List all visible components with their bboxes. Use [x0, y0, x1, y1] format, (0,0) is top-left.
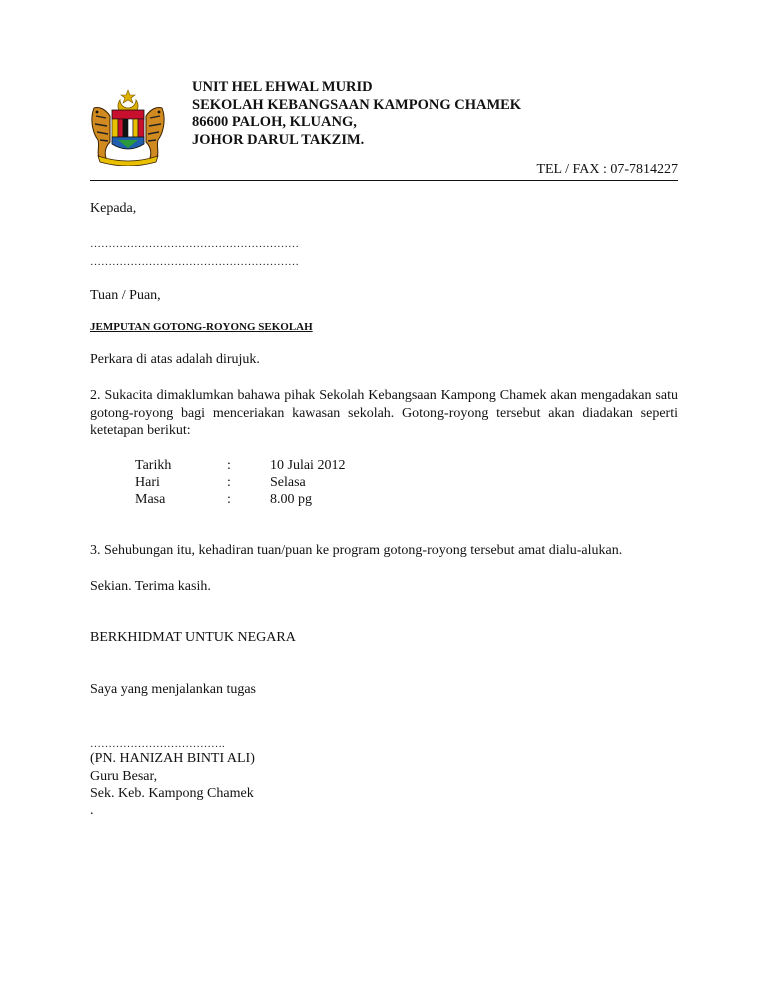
signature-line: ………………………………. [90, 738, 225, 750]
signatory-position: Guru Besar, [90, 769, 158, 784]
to-label: Kepada, [90, 201, 137, 216]
header-divider [90, 180, 678, 181]
malaysia-coat-of-arms-icon [88, 88, 168, 166]
letterhead [192, 79, 521, 149]
subject: JEMPUTAN GOTONG-ROYONG SEKOLAH [90, 321, 313, 333]
salutation: Tuan / Puan, [90, 288, 161, 303]
reference-line: Perkara di atas adalah dirujuk. [90, 352, 260, 367]
schedule-value: Selasa [270, 475, 306, 490]
motto: BERKHIDMAT UNTUK NEGARA [90, 630, 296, 645]
letterhead-unit: UNIT HEL EHWAL MURID [192, 79, 373, 95]
address-blank-line: ………………………………………………… [90, 256, 299, 268]
trailing-mark: . [90, 803, 94, 818]
schedule-table [135, 457, 345, 508]
address-blank-line: ………………………………………………… [90, 238, 299, 250]
schedule-key: Tarikh [135, 458, 172, 473]
duty-line: Saya yang menjalankan tugas [90, 682, 257, 697]
letterhead-address: 86600 PALOH, KLUANG, [192, 114, 357, 130]
schedule-row [135, 474, 345, 491]
signatory-school: Sek. Keb. Kampong Chamek [90, 786, 254, 801]
closing: Sekian. Terima kasih. [90, 579, 211, 594]
schedule-value: 10 Julai 2012 [270, 458, 346, 473]
schedule-colon: : [227, 458, 231, 473]
schedule-key: Masa [135, 492, 166, 507]
schedule-value: 8.00 pg [270, 492, 312, 507]
signatory-name: (PN. HANIZAH BINTI ALI) [90, 751, 255, 766]
schedule-key: Hari [135, 475, 160, 490]
paragraph-3: 3. Sehubungan itu, kehadiran tuan/puan ke program gotong-royong tersebut amat dialu-alukan. [90, 543, 623, 558]
paragraph-2: 2. Sukacita dimaklumkan bahawa pihak Sekolah Kebangsaan Kampong Chamek akan mengadakan satu gotong-royong bagi menceriakan kawasan sekolah. Gotong-royong tersebut akan diadakan seperti ketetapan berikut: [90, 388, 678, 438]
schedule-colon: : [227, 475, 231, 490]
letterhead-state: JOHOR DARUL TAKZIM. [192, 131, 365, 148]
tel-fax: TEL / FAX : 07-7814227 [536, 162, 678, 177]
letterhead-school: SEKOLAH KEBANGSAAN KAMPONG CHAMEK [192, 96, 522, 113]
schedule-colon: : [227, 492, 231, 507]
schedule-row [135, 457, 345, 474]
schedule-row [135, 491, 345, 508]
